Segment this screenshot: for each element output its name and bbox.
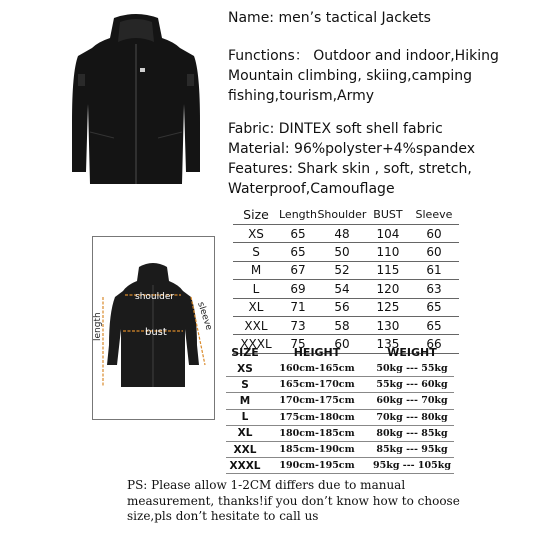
table-row bbox=[233, 298, 459, 316]
table-row bbox=[226, 361, 454, 377]
header-length: Length bbox=[279, 207, 317, 221]
header-size: SIZE bbox=[231, 346, 259, 359]
height-weight-table bbox=[226, 344, 454, 474]
table-cell: 80kg --- 85kg bbox=[370, 425, 454, 441]
table-cell: 69 bbox=[279, 280, 317, 298]
features-line: Waterproof,Camouflage bbox=[228, 181, 395, 197]
table-cell: 65 bbox=[409, 316, 459, 334]
table-cell: 115 bbox=[367, 261, 409, 279]
height-weight-header bbox=[226, 344, 454, 361]
functions-line: Mountain climbing, skiing,camping bbox=[228, 68, 473, 84]
table-cell: S bbox=[233, 243, 279, 261]
table-cell: S bbox=[226, 377, 264, 393]
table-row bbox=[233, 280, 459, 298]
header-weight: WEIGHT bbox=[387, 346, 437, 359]
table-cell: 65 bbox=[409, 298, 459, 316]
table-cell: XL bbox=[233, 298, 279, 316]
header-size: Size bbox=[243, 206, 269, 222]
note-line: size,pls don’t hesitate to call us bbox=[127, 509, 319, 523]
table-cell: 60 bbox=[409, 243, 459, 261]
table-row bbox=[226, 458, 454, 474]
functions-line: fishing,tourism,Army bbox=[228, 88, 375, 104]
table-row bbox=[233, 243, 459, 261]
table-cell: 75 bbox=[279, 335, 317, 353]
table-cell: 185cm-190cm bbox=[264, 441, 370, 457]
table-cell: 165cm-170cm bbox=[264, 377, 370, 393]
size-chart-header bbox=[233, 204, 459, 225]
functions-text bbox=[228, 46, 499, 106]
table-cell: 125 bbox=[367, 298, 409, 316]
table-cell: XXL bbox=[226, 441, 264, 457]
table-cell: 65 bbox=[279, 225, 317, 243]
table-row bbox=[226, 377, 454, 393]
table-cell: XS bbox=[226, 361, 264, 377]
sleeve-label: sleeve bbox=[195, 300, 214, 332]
table-cell: XL bbox=[226, 425, 264, 441]
table-cell: 63 bbox=[409, 280, 459, 298]
table-cell: 50kg --- 55kg bbox=[370, 361, 454, 377]
table-cell: 60kg --- 70kg bbox=[370, 393, 454, 409]
size-chart-table bbox=[233, 204, 459, 354]
table-cell: 135 bbox=[367, 335, 409, 353]
table-row bbox=[226, 441, 454, 457]
features-line: Features: Shark skin , soft, stretch, bbox=[228, 161, 472, 177]
table-cell: 175cm-180cm bbox=[264, 409, 370, 425]
table-cell: 56 bbox=[317, 298, 367, 316]
note-line: measurement, thanks!if you don’t know how to choose bbox=[127, 493, 460, 508]
fabric-line: Fabric: DINTEX soft shell fabric bbox=[228, 121, 443, 137]
table-cell: 60 bbox=[409, 225, 459, 243]
measurement-note bbox=[127, 478, 537, 525]
table-cell: XXXL bbox=[226, 458, 264, 474]
table-cell: 61 bbox=[409, 261, 459, 279]
table-cell: 67 bbox=[279, 261, 317, 279]
table-cell: 120 bbox=[367, 280, 409, 298]
table-cell: L bbox=[226, 409, 264, 425]
note-line: PS: Please allow 1-2CM differs due to manual bbox=[127, 478, 406, 492]
table-cell: 54 bbox=[317, 280, 367, 298]
table-cell: 85kg --- 95kg bbox=[370, 441, 454, 457]
table-cell: 170cm-175cm bbox=[264, 393, 370, 409]
measurement-diagram bbox=[93, 237, 214, 419]
length-label: length bbox=[93, 312, 103, 341]
table-cell: XS bbox=[233, 225, 279, 243]
bust-label: bust bbox=[145, 327, 167, 338]
product-name: Name: men’s tactical Jackets bbox=[228, 10, 431, 26]
material-line: Material: 96%polyster+4%spandex bbox=[228, 141, 476, 157]
table-cell: M bbox=[226, 393, 264, 409]
table-row bbox=[233, 225, 459, 243]
header-shoulder: Shoulder bbox=[317, 207, 367, 221]
table-row bbox=[226, 409, 454, 425]
table-cell: XXL bbox=[233, 316, 279, 334]
table-cell: 160cm-165cm bbox=[264, 361, 370, 377]
table-cell: 52 bbox=[317, 261, 367, 279]
table-cell: 66 bbox=[409, 335, 459, 353]
table-cell: M bbox=[233, 261, 279, 279]
table-cell: 71 bbox=[279, 298, 317, 316]
table-cell: 65 bbox=[279, 243, 317, 261]
table-row bbox=[233, 316, 459, 334]
table-cell: 190cm-195cm bbox=[264, 458, 370, 474]
table-row bbox=[233, 261, 459, 279]
table-cell: 95kg --- 105kg bbox=[370, 458, 454, 474]
table-cell: 70kg --- 80kg bbox=[370, 409, 454, 425]
shoulder-label: shoulder bbox=[135, 292, 175, 302]
table-cell: XXXL bbox=[233, 335, 279, 353]
table-cell: 48 bbox=[317, 225, 367, 243]
table-cell: 60 bbox=[317, 335, 367, 353]
table-cell: L bbox=[233, 280, 279, 298]
table-cell: 110 bbox=[367, 243, 409, 261]
table-cell: 180cm-185cm bbox=[264, 425, 370, 441]
header-bust: BUST bbox=[373, 207, 403, 221]
table-cell: 130 bbox=[367, 316, 409, 334]
jacket-photo bbox=[66, 12, 206, 190]
table-cell: 73 bbox=[279, 316, 317, 334]
functions-line: Functions： Outdoor and indoor,Hiking bbox=[228, 48, 499, 64]
fabric-details bbox=[228, 119, 475, 199]
table-cell: 50 bbox=[317, 243, 367, 261]
table-cell: 104 bbox=[367, 225, 409, 243]
table-row bbox=[226, 425, 454, 441]
table-row bbox=[226, 393, 454, 409]
header-sleeve: Sleeve bbox=[415, 207, 453, 221]
table-cell: 55kg --- 60kg bbox=[370, 377, 454, 393]
header-height: HEIGHT bbox=[293, 346, 341, 359]
table-cell: 58 bbox=[317, 316, 367, 334]
